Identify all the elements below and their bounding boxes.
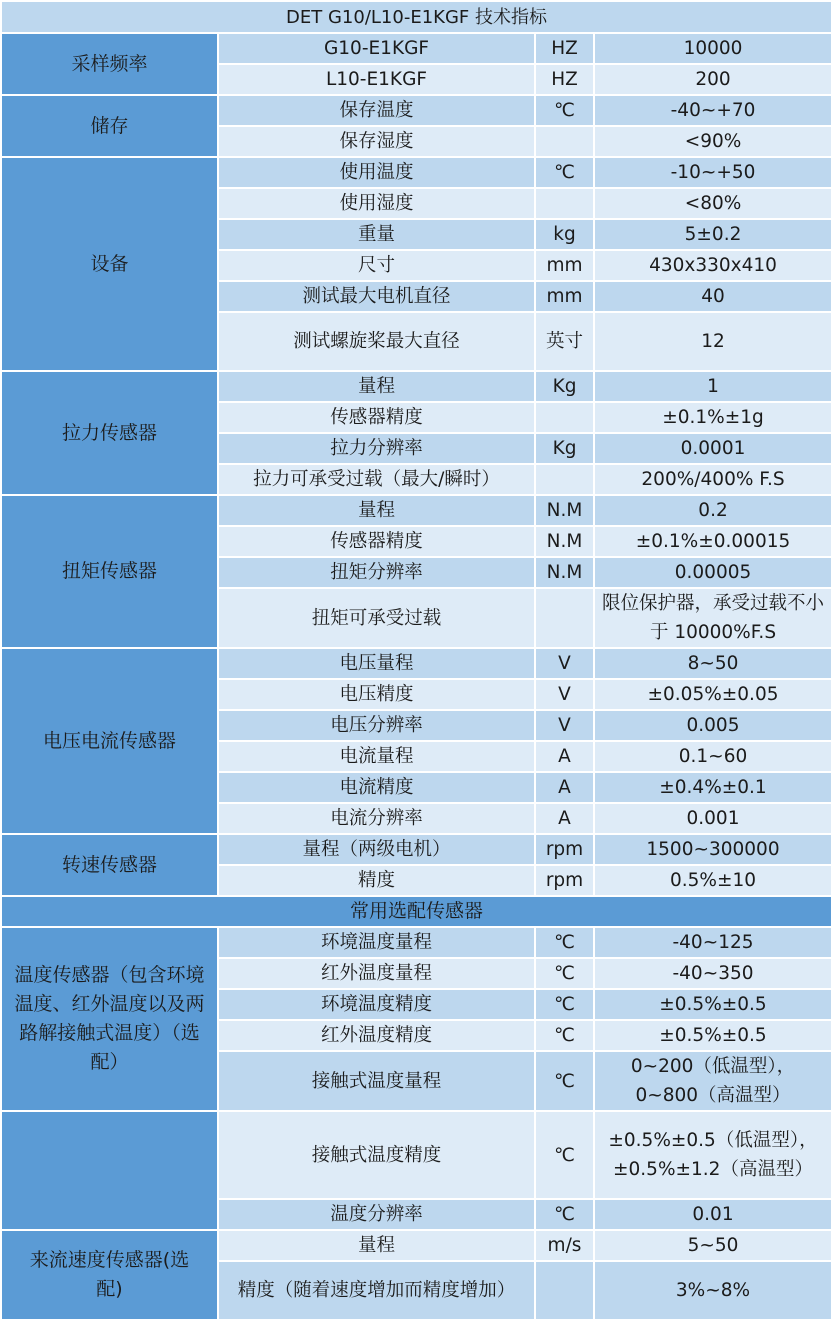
value-cell: 0.001 bbox=[594, 803, 831, 834]
unit-cell: N.M bbox=[535, 495, 594, 526]
unit-cell: Kg bbox=[535, 371, 594, 402]
param-cell: G10-E1KGF bbox=[218, 33, 535, 64]
param-cell: 精度（随着速度增加而精度增加） bbox=[218, 1261, 535, 1320]
unit-cell: ℃ bbox=[535, 1020, 594, 1051]
group-label: 采样频率 bbox=[1, 33, 218, 95]
param-cell: 电流精度 bbox=[218, 772, 535, 803]
unit-cell: HZ bbox=[535, 64, 594, 95]
value-cell: 430x330x410 bbox=[594, 250, 831, 281]
value-cell: 0.00005 bbox=[594, 557, 831, 588]
unit-cell: mm bbox=[535, 281, 594, 312]
param-cell: 量程（两级电机） bbox=[218, 834, 535, 865]
value-cell: -10~+50 bbox=[594, 157, 831, 188]
unit-cell: m/s bbox=[535, 1230, 594, 1261]
param-cell: 接触式温度量程 bbox=[218, 1051, 535, 1111]
param-cell: 电压分辨率 bbox=[218, 710, 535, 741]
value-cell: 200 bbox=[594, 64, 831, 95]
param-cell: 保存湿度 bbox=[218, 126, 535, 157]
unit-cell: HZ bbox=[535, 33, 594, 64]
group-label: 拉力传感器 bbox=[1, 371, 218, 495]
unit-cell: 英寸 bbox=[535, 312, 594, 371]
value-cell: 0.005 bbox=[594, 710, 831, 741]
group-label: 温度传感器（包含环境温度、红外温度以及两路解接触式温度）（选配） bbox=[1, 927, 218, 1111]
unit-cell: ℃ bbox=[535, 1199, 594, 1230]
param-cell: 传感器精度 bbox=[218, 526, 535, 557]
param-cell: 电压量程 bbox=[218, 648, 535, 679]
value-cell: 12 bbox=[594, 312, 831, 371]
param-cell: 扭矩可承受过载 bbox=[218, 588, 535, 648]
unit-cell: ℃ bbox=[535, 95, 594, 126]
param-cell: 传感器精度 bbox=[218, 402, 535, 433]
value-cell: 1 bbox=[594, 371, 831, 402]
unit-cell: V bbox=[535, 679, 594, 710]
value-cell: 1500~300000 bbox=[594, 834, 831, 865]
param-cell: 使用湿度 bbox=[218, 188, 535, 219]
value-cell: 8~50 bbox=[594, 648, 831, 679]
param-cell: 精度 bbox=[218, 865, 535, 896]
unit-cell bbox=[535, 126, 594, 157]
value-cell: ±0.5%±0.5 bbox=[594, 989, 831, 1020]
value-cell: 限位保护器，承受过载不小于 10000%F.S bbox=[594, 588, 831, 648]
unit-cell: rpm bbox=[535, 834, 594, 865]
param-cell: 尺寸 bbox=[218, 250, 535, 281]
group-label: 来流速度传感器(选配) bbox=[1, 1230, 218, 1320]
value-cell: <90% bbox=[594, 126, 831, 157]
param-cell: L10-E1KGF bbox=[218, 64, 535, 95]
value-cell: ±0.5%±0.5（低温型），±0.5%±1.2（高温型） bbox=[594, 1111, 831, 1199]
unit-cell bbox=[535, 464, 594, 495]
value-cell: ±0.5%±0.5 bbox=[594, 1020, 831, 1051]
value-cell: -40~125 bbox=[594, 927, 831, 958]
unit-cell: A bbox=[535, 741, 594, 772]
unit-cell: mm bbox=[535, 250, 594, 281]
param-cell: 电压精度 bbox=[218, 679, 535, 710]
value-cell: ±0.1%±1g bbox=[594, 402, 831, 433]
param-cell: 测试螺旋桨最大直径 bbox=[218, 312, 535, 371]
param-cell: 电流量程 bbox=[218, 741, 535, 772]
value-cell: 10000 bbox=[594, 33, 831, 64]
unit-cell: kg bbox=[535, 219, 594, 250]
unit-cell: V bbox=[535, 710, 594, 741]
unit-cell: ℃ bbox=[535, 1051, 594, 1111]
unit-cell: A bbox=[535, 803, 594, 834]
param-cell: 使用温度 bbox=[218, 157, 535, 188]
unit-cell: rpm bbox=[535, 865, 594, 896]
param-cell: 量程 bbox=[218, 495, 535, 526]
unit-cell: V bbox=[535, 648, 594, 679]
value-cell: ±0.1%±0.00015 bbox=[594, 526, 831, 557]
param-cell: 红外温度量程 bbox=[218, 958, 535, 989]
value-cell: 200%/400% F.S bbox=[594, 464, 831, 495]
group-label: 储存 bbox=[1, 95, 218, 157]
param-cell: 电流分辨率 bbox=[218, 803, 535, 834]
param-cell: 拉力分辨率 bbox=[218, 433, 535, 464]
unit-cell bbox=[535, 588, 594, 648]
group-label: 转速传感器 bbox=[1, 834, 218, 896]
param-cell: 重量 bbox=[218, 219, 535, 250]
param-cell: 接触式温度精度 bbox=[218, 1111, 535, 1199]
section-title: 常用选配传感器 bbox=[1, 896, 831, 927]
group-label: 扭矩传感器 bbox=[1, 495, 218, 648]
value-cell: -40~350 bbox=[594, 958, 831, 989]
value-cell: 0.5%±10 bbox=[594, 865, 831, 896]
unit-cell bbox=[535, 188, 594, 219]
value-cell: 0.0001 bbox=[594, 433, 831, 464]
unit-cell: ℃ bbox=[535, 927, 594, 958]
param-cell: 温度分辨率 bbox=[218, 1199, 535, 1230]
group-label: 电压电流传感器 bbox=[1, 648, 218, 834]
param-cell: 环境温度量程 bbox=[218, 927, 535, 958]
param-cell: 保存温度 bbox=[218, 95, 535, 126]
unit-cell: N.M bbox=[535, 526, 594, 557]
value-cell: -40~+70 bbox=[594, 95, 831, 126]
param-cell: 红外温度精度 bbox=[218, 1020, 535, 1051]
unit-cell: A bbox=[535, 772, 594, 803]
unit-cell: ℃ bbox=[535, 1111, 594, 1199]
table-title: DET G10/L10-E1KGF 技术指标 bbox=[1, 1, 831, 33]
param-cell: 量程 bbox=[218, 371, 535, 402]
value-cell: 0.2 bbox=[594, 495, 831, 526]
unit-cell: Kg bbox=[535, 433, 594, 464]
value-cell: ±0.4%±0.1 bbox=[594, 772, 831, 803]
group-label: 设备 bbox=[1, 157, 218, 371]
value-cell: 5±0.2 bbox=[594, 219, 831, 250]
value-cell: 0~200（低温型），0~800（高温型） bbox=[594, 1051, 831, 1111]
value-cell: 5~50 bbox=[594, 1230, 831, 1261]
param-cell: 扭矩分辨率 bbox=[218, 557, 535, 588]
group-label-empty bbox=[1, 1111, 218, 1230]
value-cell: 40 bbox=[594, 281, 831, 312]
param-cell: 量程 bbox=[218, 1230, 535, 1261]
value-cell: 3%~8% bbox=[594, 1261, 831, 1320]
unit-cell: N.M bbox=[535, 557, 594, 588]
param-cell: 拉力可承受过载（最大/瞬时） bbox=[218, 464, 535, 495]
value-cell: 0.01 bbox=[594, 1199, 831, 1230]
value-cell: <80% bbox=[594, 188, 831, 219]
value-cell: 0.1~60 bbox=[594, 741, 831, 772]
unit-cell bbox=[535, 1261, 594, 1320]
unit-cell bbox=[535, 402, 594, 433]
unit-cell: ℃ bbox=[535, 958, 594, 989]
param-cell: 环境温度精度 bbox=[218, 989, 535, 1020]
unit-cell: ℃ bbox=[535, 989, 594, 1020]
param-cell: 测试最大电机直径 bbox=[218, 281, 535, 312]
unit-cell: ℃ bbox=[535, 157, 594, 188]
value-cell: ±0.05%±0.05 bbox=[594, 679, 831, 710]
